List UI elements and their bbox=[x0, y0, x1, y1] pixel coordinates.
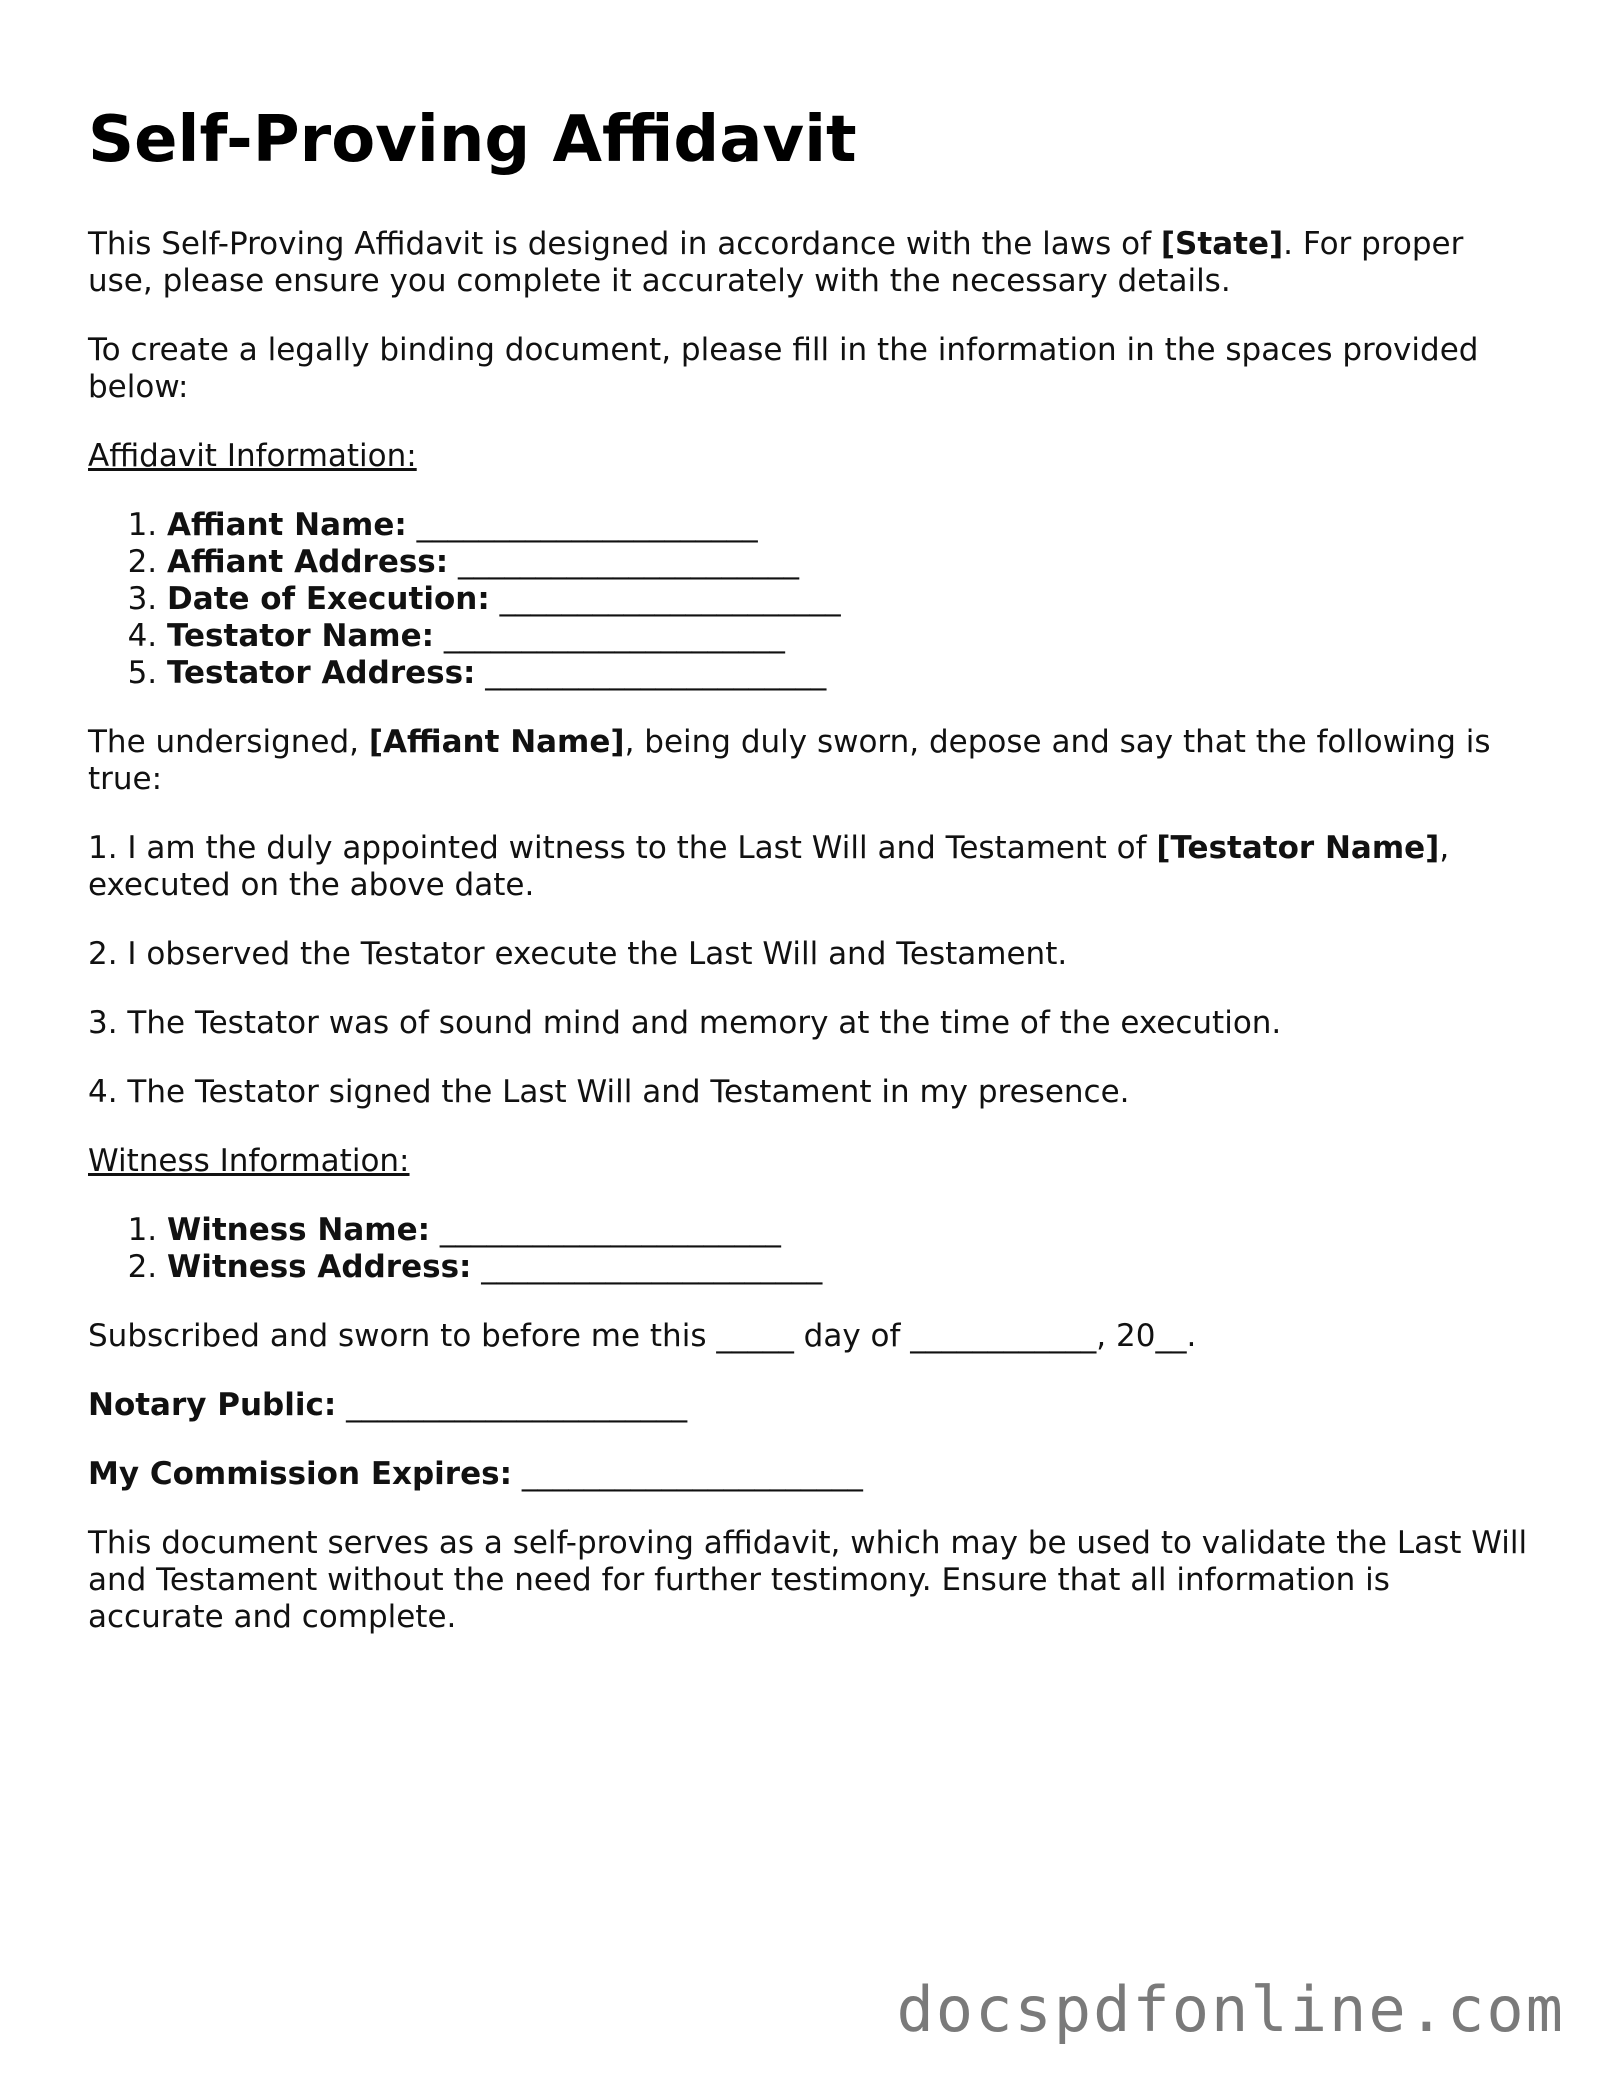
intro-text-end: . For proper use, please ensure you complete it accurately with the necessary details. bbox=[88, 226, 1464, 299]
field-label: Testator Address: bbox=[167, 655, 476, 691]
affidavit-info-list bbox=[88, 507, 1528, 692]
field-blank: ______________________ bbox=[521, 1456, 863, 1492]
instructions-paragraph: To create a legally binding document, please fill in the information in the spaces provided below: bbox=[88, 332, 1479, 405]
point-1-end: , executed on the above date. bbox=[88, 830, 1450, 903]
intro-paragraph bbox=[88, 226, 1528, 300]
field-label: Witness Address: bbox=[167, 1249, 472, 1285]
witness-info-heading: Witness Information: bbox=[88, 1143, 410, 1179]
point-2: 2. I observed the Testator execute the Last Will and Testament. bbox=[88, 936, 1068, 972]
notary-public-field[interactable] bbox=[88, 1387, 1528, 1424]
statement-start: The undersigned, bbox=[88, 724, 369, 760]
field-blank: ______________________ bbox=[439, 1212, 781, 1248]
field-blank: ______________________ bbox=[485, 655, 827, 691]
testator-name-placeholder: [Testator Name] bbox=[1156, 830, 1440, 866]
sworn-statement bbox=[88, 724, 1528, 798]
point-4: 4. The Testator signed the Last Will and Testament in my presence. bbox=[88, 1074, 1130, 1110]
point-1 bbox=[88, 830, 1528, 904]
witness-name-field[interactable] bbox=[167, 1212, 1528, 1249]
field-label: Date of Execution: bbox=[167, 581, 490, 617]
field-label: Witness Name: bbox=[167, 1212, 431, 1248]
field-blank: ______________________ bbox=[443, 618, 785, 654]
witness-address-field[interactable] bbox=[167, 1249, 1528, 1286]
intro-text-start: This Self-Proving Affidavit is designed in accordance with the laws of bbox=[88, 226, 1161, 262]
field-label: Affiant Name: bbox=[167, 507, 407, 543]
watermark: docspdfonline.com bbox=[896, 1973, 1565, 2046]
closing-paragraph: This document serves as a self-proving affidavit, which may be used to validate the Last Will and Testament without the need for further testimony. Ensure that all information is accurate and complete. bbox=[88, 1525, 1528, 1635]
field-blank: ______________________ bbox=[458, 544, 800, 580]
witness-info-list bbox=[88, 1212, 1528, 1286]
affiant-address-field[interactable] bbox=[167, 544, 1528, 581]
field-blank: ______________________ bbox=[416, 507, 758, 543]
affiant-name-placeholder: [Affiant Name] bbox=[368, 724, 625, 760]
testator-address-field[interactable] bbox=[167, 655, 1528, 692]
commission-expires-field[interactable] bbox=[88, 1456, 1528, 1493]
document-page bbox=[88, 100, 1528, 1668]
point-1-start: 1. I am the duly appointed witness to the Last Will and Testament of bbox=[88, 830, 1157, 866]
point-3: 3. The Testator was of sound mind and memory at the time of the execution. bbox=[88, 1005, 1282, 1041]
testator-name-field[interactable] bbox=[167, 618, 1528, 655]
field-label: My Commission Expires: bbox=[88, 1456, 512, 1492]
field-label: Testator Name: bbox=[167, 618, 435, 654]
affiant-name-field[interactable] bbox=[167, 507, 1528, 544]
field-blank: ______________________ bbox=[346, 1387, 688, 1423]
field-label: Notary Public: bbox=[88, 1387, 337, 1423]
affidavit-info-heading: Affidavit Information: bbox=[88, 438, 417, 474]
state-placeholder: [State] bbox=[1160, 226, 1284, 262]
field-label: Affiant Address: bbox=[167, 544, 449, 580]
field-blank: ______________________ bbox=[481, 1249, 823, 1285]
field-blank: ______________________ bbox=[499, 581, 841, 617]
date-of-execution-field[interactable] bbox=[167, 581, 1528, 618]
page-title: Self-Proving Affidavit bbox=[88, 103, 857, 177]
statement-end: , being duly sworn, depose and say that the following is true: bbox=[88, 724, 1491, 797]
subscribed-line[interactable]: Subscribed and sworn to before me this _____ day of ____________, 20__. bbox=[88, 1318, 1197, 1354]
